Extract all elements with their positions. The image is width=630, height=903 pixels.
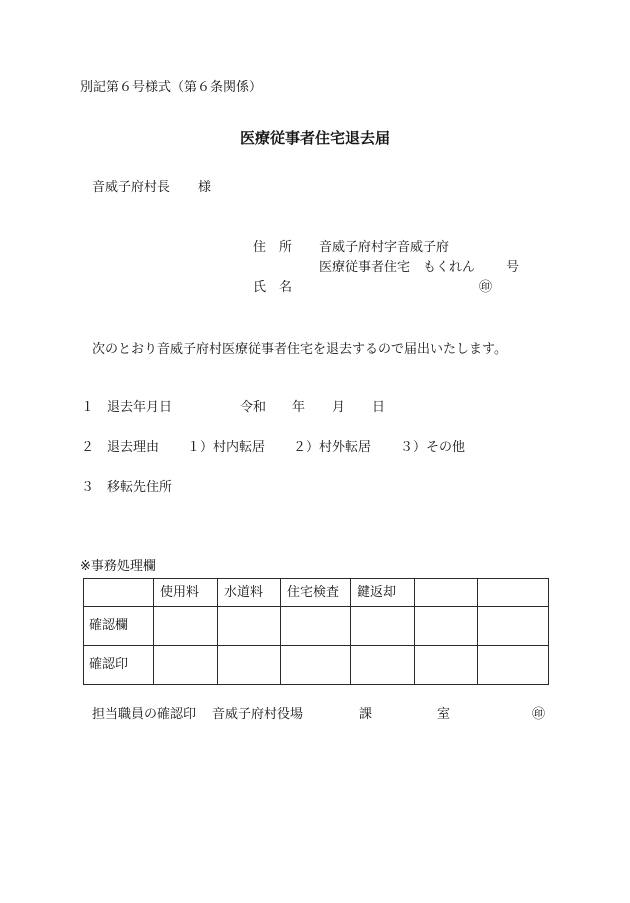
date-era: 令和	[240, 400, 267, 415]
table-row	[84, 607, 549, 646]
table-header-cell	[415, 579, 478, 607]
room-unit: 室	[437, 707, 451, 722]
table-cell	[218, 646, 281, 685]
staff-seal-mark: ㊞	[532, 707, 546, 722]
form-number: 別記第６号様式（第６条関係）	[80, 80, 263, 95]
table-cell	[415, 607, 478, 646]
addressee-name: 音威子府村長	[92, 180, 171, 195]
table-header-cell: 使用料	[154, 579, 218, 607]
table-row-label: 確認欄	[84, 607, 154, 646]
table-cell	[351, 646, 415, 685]
table-cell	[415, 646, 478, 685]
date-year-unit: 年	[292, 400, 306, 415]
document-title: 医療従事者住宅退去届	[239, 129, 390, 147]
table-cell	[154, 607, 218, 646]
address-label: 住 所	[253, 240, 293, 255]
table-header-cell: 水道料	[218, 579, 281, 607]
table-header-cell: 鍵返却	[351, 579, 415, 607]
date-day-unit: 日	[372, 400, 386, 415]
reason-option: １）村内転居	[187, 440, 266, 455]
item-number: １	[81, 400, 95, 415]
statement-text: 次のとおり音威子府村医療従事者住宅を退去するので届出いたします。	[92, 342, 507, 357]
table-row	[84, 646, 549, 685]
table-cell	[478, 607, 549, 646]
address-line-1: 音威子府村字音威子府	[319, 240, 450, 255]
address-line-2: 医療従事者住宅 もくれん	[319, 260, 476, 275]
room-number-suffix: 号	[506, 260, 520, 275]
table-cell	[218, 607, 281, 646]
table-cell	[281, 646, 351, 685]
table-cell	[281, 607, 351, 646]
date-month-unit: 月	[332, 400, 346, 415]
table-header-cell	[84, 579, 154, 607]
staff-confirmation-label: 担当職員の確認印	[92, 707, 197, 722]
reason-option: ２）村外転居	[293, 440, 372, 455]
village-office-name: 音威子府村役場	[212, 707, 304, 722]
office-use-label: ※事務処理欄	[80, 559, 156, 574]
item-number: ２	[81, 440, 95, 455]
table-cell	[351, 607, 415, 646]
item-label-reason: 退去理由	[107, 440, 160, 455]
table-header-cell	[478, 579, 549, 607]
table-cell	[154, 646, 218, 685]
table-header-row	[84, 579, 549, 607]
item-number: ３	[81, 480, 95, 495]
table-cell	[478, 646, 549, 685]
reason-option: ３）その他	[400, 440, 466, 455]
name-label: 氏 名	[253, 280, 293, 295]
section-unit: 課	[359, 707, 373, 722]
item-label-new-address: 移転先住所	[107, 480, 173, 495]
applicant-seal-mark: ㊞	[479, 280, 493, 295]
table-row-label: 確認印	[84, 646, 154, 685]
table-header-cell: 住宅検査	[281, 579, 351, 607]
addressee-honorific: 様	[198, 180, 212, 195]
office-use-table	[83, 578, 549, 685]
item-label-move-out-date: 退去年月日	[107, 400, 173, 415]
